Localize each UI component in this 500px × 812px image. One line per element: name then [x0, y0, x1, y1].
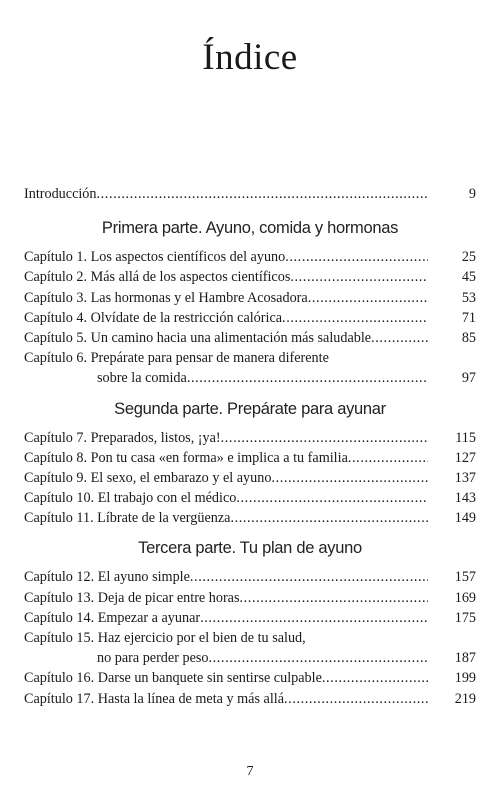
toc-entry-label: Introducción: [24, 186, 97, 202]
toc-entry: [24, 267, 476, 287]
toc-entry-page: 187: [454, 650, 476, 667]
toc-entry: [24, 628, 476, 648]
toc-entry-page: 115: [455, 429, 476, 446]
toc-entry-page: 25: [461, 249, 476, 266]
toc-entry-label: Capítulo 11. Líbrate de la vergüenza: [24, 510, 231, 527]
toc-entry-page: 9: [468, 186, 476, 202]
leader-dots: [240, 588, 429, 608]
toc-entry-page: 53: [461, 289, 476, 306]
toc-entry-page: 85: [461, 329, 476, 346]
leader-dots: [200, 608, 428, 628]
page-title: Índice: [202, 37, 298, 78]
toc-entry: [24, 668, 476, 688]
leader-dots: [271, 468, 428, 488]
toc-entry: [24, 689, 476, 709]
toc-entry-continuation: [24, 648, 476, 668]
part-heading: Segunda parte. Prepárate para ayunar: [114, 399, 386, 418]
leader-dots: [221, 428, 428, 448]
leader-dots: [285, 247, 428, 267]
toc-entry-label: Capítulo 6. Prepárate para pensar de manera diferente: [24, 350, 329, 367]
toc-entry: [24, 608, 476, 628]
toc-entry-label: Capítulo 13. Deja de picar entre horas: [24, 589, 240, 606]
leader-dots: [308, 288, 428, 308]
toc-entry: [24, 468, 476, 488]
toc-entry: [24, 567, 476, 587]
toc-entry-page: 97: [461, 370, 476, 387]
toc-entry-label: Capítulo 9. El sexo, el embarazo y el ayuno: [24, 469, 272, 486]
toc-entry: [24, 448, 476, 468]
toc-entry-page: 149: [454, 510, 476, 527]
toc-entry-label: Capítulo 7. Preparados, listos, ¡ya!: [24, 429, 221, 446]
leader-dots: [284, 689, 428, 709]
toc-entry-label: Capítulo 12. El ayuno simple: [24, 569, 190, 586]
part-heading: Tercera parte. Tu plan de ayuno: [138, 539, 362, 558]
toc-entry: [24, 308, 476, 328]
toc-entry-introduction: [24, 184, 476, 204]
toc-entry: [24, 247, 476, 267]
toc-entry-page: 127: [454, 449, 476, 466]
toc-entry-page: 45: [461, 269, 476, 286]
toc-entry-page: 137: [454, 469, 476, 486]
toc-entry-label: Capítulo 16. Darse un banquete sin sentirse culpable: [24, 670, 322, 687]
leader-dots: [290, 267, 428, 287]
toc-entry-label: Capítulo 1. Los aspectos científicos del ayuno: [24, 249, 286, 266]
toc-entry-label-continued: sobre la comida: [97, 370, 187, 387]
part-heading: Primera parte. Ayuno, comida y hormonas: [101, 219, 399, 238]
toc-entry: [24, 288, 476, 308]
leader-dots: [230, 508, 428, 528]
toc-entry: [24, 328, 476, 348]
toc-entry-label: Capítulo 10. El trabajo con el médico: [24, 490, 237, 507]
toc-entry-label: Capítulo 17. Hasta la línea de meta y más allá: [24, 690, 285, 707]
leader-dots: [322, 668, 428, 688]
page-number: 7: [246, 764, 254, 779]
toc-entry-label: Capítulo 4. Olvídate de la restricción calórica: [24, 309, 283, 326]
table-of-contents: [24, 184, 476, 709]
toc-entry-label: Capítulo 2. Más allá de los aspectos científicos: [24, 269, 291, 286]
toc-entry-label-continued: no para perder peso: [97, 650, 209, 667]
toc-entry-page: 143: [454, 490, 476, 507]
toc-entry-label: Capítulo 5. Un camino hacia una alimentación más saludable: [24, 329, 372, 346]
toc-entry-page: 199: [454, 670, 476, 687]
toc-entry: [24, 488, 476, 508]
toc-entry-label: Capítulo 8. Pon tu casa «en forma» e implica a tu familia: [24, 449, 348, 466]
leader-dots: [208, 648, 428, 668]
toc-entry-label: Capítulo 3. Las hormonas y el Hambre Acosadora: [24, 289, 308, 306]
toc-entry: [24, 508, 476, 528]
toc-entry: [24, 348, 476, 368]
leader-dots: [371, 328, 428, 348]
toc-entry: [24, 588, 476, 608]
toc-entry-page: 71: [461, 309, 476, 326]
toc-entry-page: 219: [454, 690, 476, 707]
leader-dots: [97, 184, 429, 204]
leader-dots: [236, 488, 428, 508]
toc-entry-continuation: [24, 368, 476, 388]
toc-entry: [24, 428, 476, 448]
leader-dots: [187, 368, 428, 388]
toc-entry-page: 157: [454, 569, 476, 586]
leader-dots: [348, 448, 428, 468]
toc-entry-page: 169: [454, 589, 476, 606]
leader-dots: [190, 567, 428, 587]
toc-entry-page: 175: [454, 609, 476, 626]
leader-dots: [282, 308, 428, 328]
toc-entry-label: Capítulo 15. Haz ejercicio por el bien de tu salud,: [24, 630, 306, 646]
toc-entry-label: Capítulo 14. Empezar a ayunar: [24, 609, 201, 626]
